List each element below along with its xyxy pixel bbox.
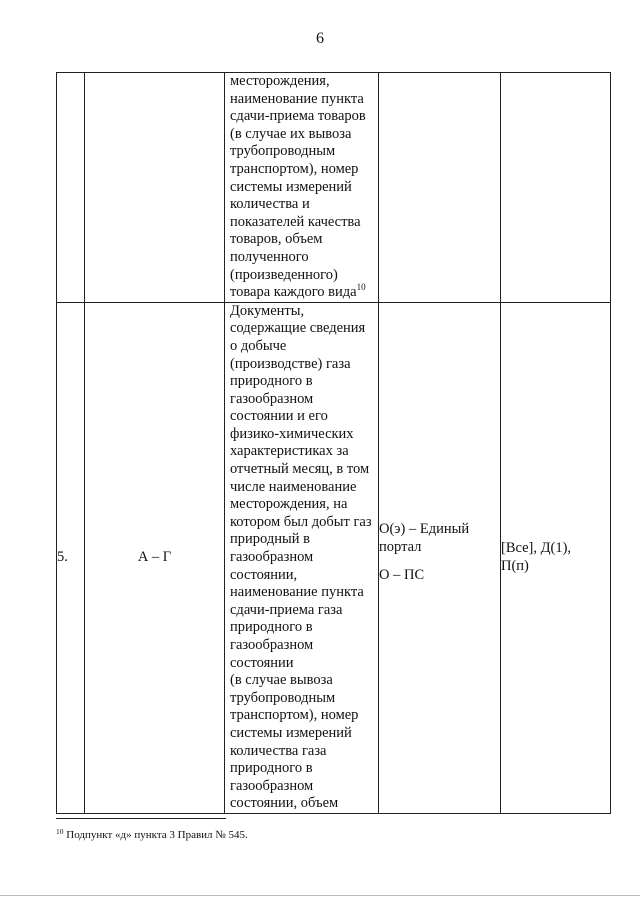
description-line: числе наименование — [230, 478, 357, 495]
description-line: (производстве) газа — [230, 355, 351, 372]
cell-category: А – Г — [85, 302, 225, 813]
description-line: месторождения, — [230, 73, 330, 89]
description-line: котором был добыт газ — [230, 513, 372, 530]
description-line: сдачи-приема газа — [230, 601, 343, 618]
tags-line: [Все], Д(1), — [501, 540, 572, 557]
description-line: трубопроводным — [230, 143, 336, 160]
tags-line: П(п) — [501, 557, 529, 574]
description-line: физико-химических — [230, 425, 354, 442]
description-line: показателей качества — [230, 213, 361, 230]
cell-method — [379, 73, 501, 303]
description-line: о добыче — [230, 337, 287, 354]
description-line: (произведенного) — [230, 266, 338, 283]
cell-number — [57, 73, 85, 303]
description-line: содержащие сведения — [230, 320, 366, 337]
description-line: сдачи-приема товаров — [230, 108, 366, 125]
cell-tags — [501, 302, 611, 813]
description-line: полученного — [230, 248, 309, 265]
cell-tags — [501, 73, 611, 303]
description-line: месторождения, на — [230, 496, 348, 513]
description-line: наименование пункта — [230, 584, 364, 601]
method-secondary: О – ПС — [379, 566, 425, 583]
description-line: (в случае их вывоза — [230, 125, 352, 142]
description-line: товаров, объем — [230, 231, 323, 248]
description-line: газообразном — [230, 390, 314, 407]
description-line: товара каждого вида$^{10}$ — [230, 282, 366, 301]
description-line: Документы, — [230, 302, 305, 319]
description-line: количества газа — [230, 742, 327, 759]
table-row-continuation — [57, 73, 611, 303]
description-text — [225, 303, 378, 813]
description-line: транспортом), номер — [230, 160, 359, 177]
footnote-separator — [56, 818, 226, 819]
footnote — [56, 829, 248, 841]
footnote-reference: 10 — [356, 282, 366, 293]
method-line: портал — [379, 539, 422, 556]
description-line: природного в — [230, 373, 313, 390]
description-line: газообразном — [230, 549, 314, 566]
document-table — [56, 72, 611, 814]
cell-description — [225, 302, 379, 813]
description-line: состоянии, — [230, 566, 298, 583]
table-row-5 — [57, 302, 611, 813]
description-line: состоянии — [230, 654, 294, 671]
description-line: характеристиках за — [230, 443, 349, 460]
cell-number: 5. — [57, 302, 85, 813]
description-line: (в случае вывоза — [230, 672, 333, 689]
description-line: трубопроводным — [230, 689, 336, 706]
method-line: О(э) – Единый — [379, 521, 470, 538]
description-line: природного в — [230, 760, 313, 777]
cell-description — [225, 73, 379, 303]
description-line: природный в — [230, 531, 310, 548]
method-primary — [379, 521, 500, 556]
description-line: отчетный месяц, в том — [230, 461, 370, 478]
cell-method — [379, 302, 501, 813]
description-line: газообразном — [230, 637, 314, 653]
description-line: транспортом), номер — [230, 707, 359, 724]
footnote-number: 10 — [56, 827, 64, 836]
page-number: 6 — [316, 30, 324, 47]
description-line: состоянии, объем — [230, 795, 339, 812]
scan-edge-divider — [0, 895, 640, 896]
description-text — [225, 73, 378, 302]
description-line: состоянии и его — [230, 408, 328, 425]
description-line: количества и — [230, 196, 310, 213]
footnote-text: Подпункт «д» пункта 3 Правил № 545. — [66, 829, 248, 841]
description-line: наименование пункта — [230, 90, 364, 107]
cell-category — [85, 73, 225, 303]
description-line: системы измерений — [230, 724, 352, 741]
description-line: природного в — [230, 619, 313, 636]
description-line: газообразном — [230, 777, 314, 794]
description-line: системы измерений — [230, 178, 352, 195]
